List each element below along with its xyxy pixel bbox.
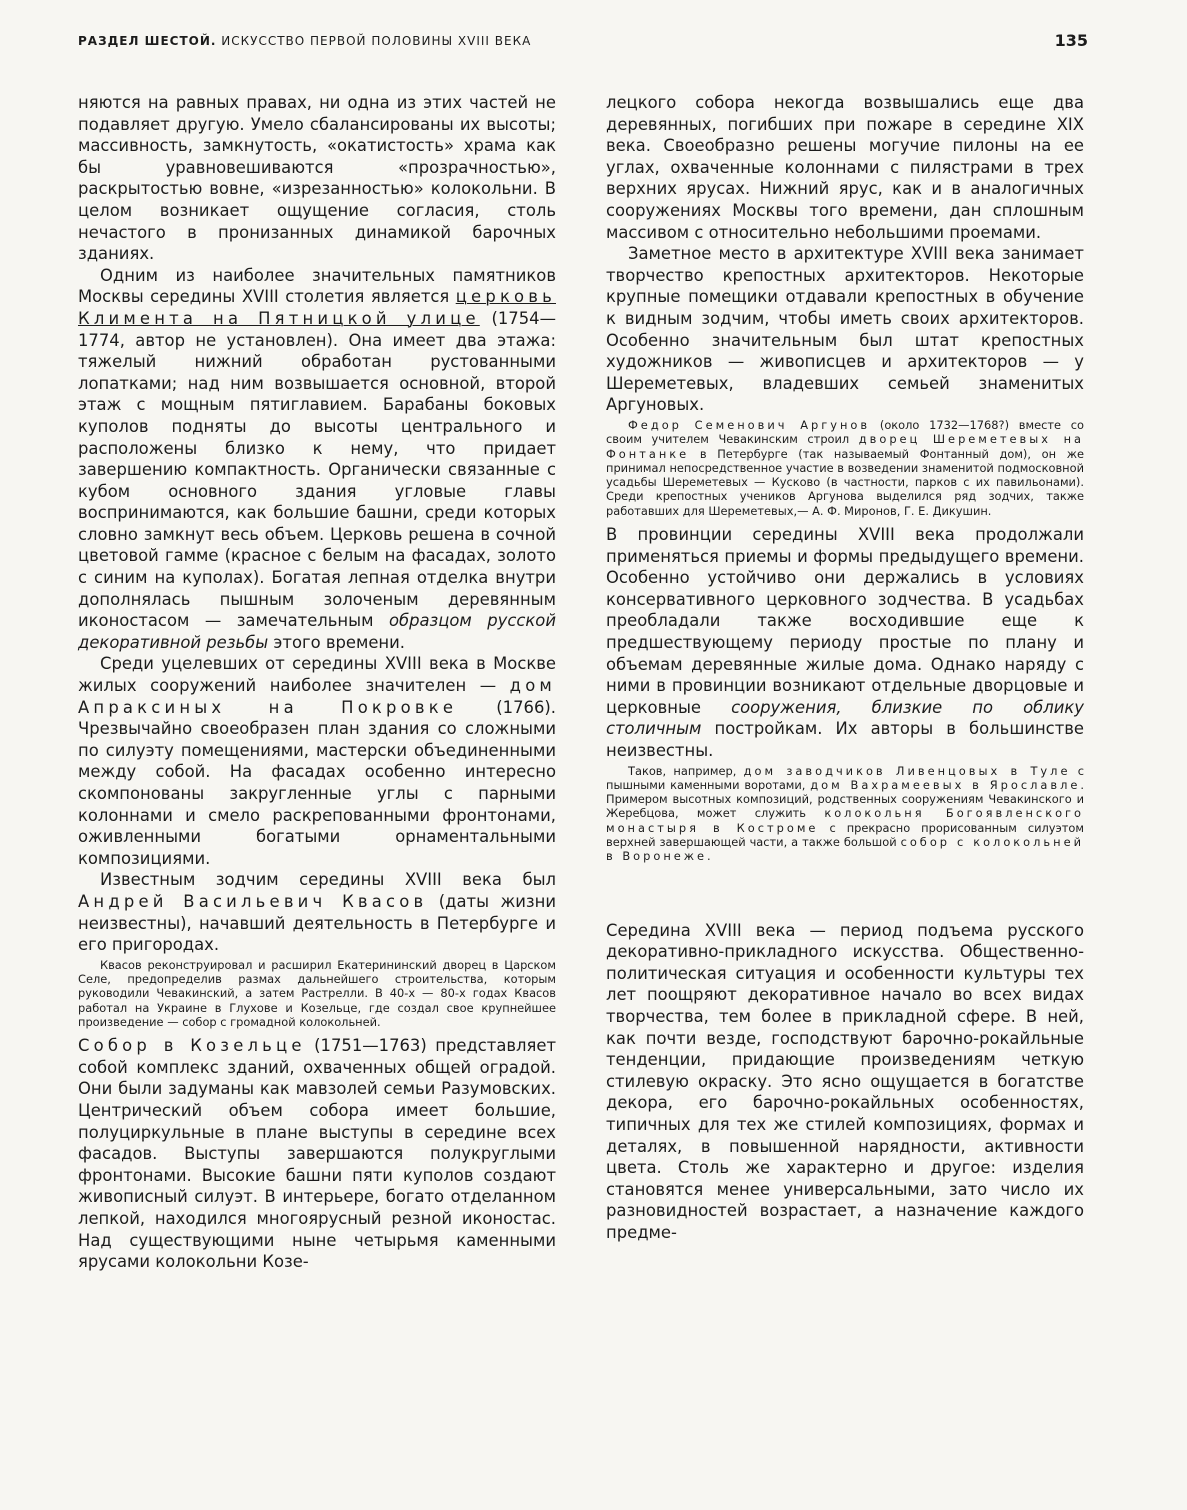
- paragraph: Известным зодчим середины XVIII века был Андрей Васильевич Квасов (даты жизни неизвестны), начавший деятельность в Петербурге и его пригородах.: [78, 870, 556, 955]
- page-number: 135: [1054, 31, 1088, 50]
- paragraph: Одним из наиболее значительных памятников Москвы середины XVIII столетия является церковь Климента на Пятницкой улице (1754—1774, автор не установлен). Она имеет два этажа: тяжелый нижний обработан рустованными лопатками; над ним возвышается основной, второй этаж с мощным пятиглавием. Барабаны боковых куполов подняты до высоты центрального и расположены близко к нему, что придает завершению компактность. Органически связанные с кубом основного здания угловые главы воспринимаются, как большие башни, среди которых словно замкнут весь объем. Церковь решена в сочной цветовой гамме (красное с белым на фасадах, золото с синим на куполах). Богатая лепная отделка внутри дополнялась пышным золоченым деревянным иконостасом — замечательным образцом русской декоративной резьбы этого времени.: [78, 265, 556, 652]
- italic-phrase: сооружения, близкие по облику столичным: [606, 697, 1085, 739]
- paragraph: Собор в Козельце (1751—1763) представляет собой комплекс зданий, охваченных общей оградой. Они были задуманы как мавзолей семьи Разумовских. Центрический объем собора имеет большие, полуциркульные в плане выступы в середине всех фасадов. Выступы завершаются полукруглыми фронтонами. Высокие башни пяти куполов создают живописный силуэт. В интерьере, богато отделанном лепкой, находился многоярусный резной иконостас. Над существующими ныне четырьмя каменными ярусами колокольни Козе-: [78, 1036, 556, 1272]
- emphasized-term: Федор Семенович Аргунов: [628, 417, 871, 432]
- running-header: [78, 31, 1088, 56]
- small-print-note: Таков, например, дом заводчиков Ливенцовых в Туле с пышными каменными воротами, дом Вахрамеевых в Ярославле. Примером высотных композиций, родственных сооружениям Чевакинского и Жеребцова, может служить колокольня Богоявленского монастыря в Костроме с прекрасно прорисованным силуэтом верхней завершающей части, а также большой собор с колокольней в Воронеже.: [606, 763, 1085, 864]
- section-label: РАЗДЕЛ ШЕСТОЙ.: [78, 34, 217, 48]
- chapter-title: ИСКУССТВО ПЕРВОЙ ПОЛОВИНЫ XVIII ВЕКА: [216, 34, 532, 48]
- section-break: [606, 870, 1084, 920]
- small-print-note: Федор Семенович Аргунов (около 1732—1768?) вместе со своим учителем Чевакинским строил дворец Шереметевых на Фонтанке в Петербурге (так называемый Фонтанный дом), он же принимал непосредственное участие в возведении знаменитой подмосковной усадьбы Шереметевых — Кусково (в частности, парков с их павильонами). Среди крепостных учеников Аргунова выделился ряд зодчих, также работавших для Шереметевых,— А. Ф. Миронов, Г. Е. Дикушин.: [606, 417, 1084, 518]
- left-column: [78, 92, 556, 1273]
- emphasized-term: колокольня Богоявленского монастыря в Костроме: [606, 806, 1084, 835]
- paragraph: лецкого собора некогда возвышались еще два деревянных, погибших при пожаре в середине XIX века. Своеобразно решены могучие пилоны на ее углах, охваченные колоннами с пилястрами в трех верхних ярусах. Нижний ярус, как и в аналогичных сооружениях Москвы того времени, дан сплошным массивом с относительно небольшими проемами.: [606, 93, 1084, 242]
- italic-phrase: образцом русской декоративной резьбы: [78, 611, 556, 652]
- emphasized-term: дом Вахрамеевых в Ярославле: [810, 777, 1081, 792]
- emphasized-term: дворец Шереметевых на Фонтанке: [606, 432, 1084, 461]
- paragraph: няются на равных правах, ни одна из этих частей не подавляет другую. Умело сбалансированы их высоты; массивность, замкнутость, «окатистость» храма как бы уравновешиваются «прозрачностью», раскрытостью вовне, «изрезанностью» колокольни. В целом возникает ощущение согласия, столь нечастого в пронизанных динамикой барочных зданиях.: [78, 93, 556, 264]
- paragraph: Заметное место в архитектуре XVIII века занимает творчество крепостных архитекторов. Некоторые крупные помещики отдавали крепостных в обучение к видным зодчим, чтобы иметь своих архитекторов. Особенно значительным был штат крепостных художников — живописцев и архитекторов — у Шереметевых, владевших семьей знаменитых Аргуновых.: [606, 244, 1084, 415]
- right-column: [606, 92, 1084, 1244]
- emphasized-term: собор с колокольней в Воронеже: [606, 835, 1084, 864]
- emphasized-term: церковь Климента на Пятницкой улице: [78, 287, 556, 328]
- small-print-note: Квасов реконструировал и расширил Екатерининский дворец в Царском Селе, предопределив размах дальнейшего строительства, которым руководили Чевакинский, а затем Растрелли. В 40-х — 80-х годах Квасов работал на Украине в Глухове и Козельце, где создал свое крупнейшее произведение — собор с громадной колокольней.: [78, 957, 556, 1029]
- paragraph: В провинции середины XVIII века продолжали применяться приемы и формы предыдущего времени. Особенно устойчиво они держались в условиях консервативного церковного зодчества. В усадьбах преобладали также восходившие еще к предшествующему периоду простые по плану и объемам деревянные жилые дома. Однако наряду с ними в провинции возникают отдельные дворцовые и церковные сооружения, близкие по облику столичным постройкам. Их авторы в большинстве неизвестны.: [606, 524, 1085, 760]
- paragraph: Среди уцелевших от середины XVIII века в Москве жилых сооружений наиболее значителен — дом Апраксиных на Покровке (1766). Чрезвычайно своеобразен план здания со сложными по силуэту помещениями, мастерски объединенными между собой. На фасадах особенно интересно скомпонованы закругленные углы с парными колоннами и смело раскрепованными фронтонами, оживленными богатыми орнаментальными композициями.: [78, 654, 556, 868]
- emphasized-term: Собор в Козельце: [78, 1036, 306, 1056]
- paragraph: Середина XVIII века — период подъема русского декоративно-прикладного искусства. Общественно-политическая ситуация и особенности культуры тех лет поощряют декоративное начало во всех видах творчества, тем более в прикладной сфере. В ней, как почти везде, господствуют барочно-рокайльные тенденции, придающие произведениям четкую стилевую окраску. Это ясно ощущается в богатстве декора, его барочно-рокайльных особенностях, типичных для тех же стилей композициях, формах и деталях, в повышенной нарядности, активности цвета. Столь же характерно и другое: изделия становятся менее универсальными, зато число их разновидностей возрастает, а назначение каждого предме-: [606, 920, 1084, 1242]
- emphasized-term: Андрей Васильевич Квасов: [78, 891, 428, 911]
- emphasized-term: дом заводчиков Ливенцовых в Туле: [743, 763, 1071, 778]
- emphasized-term: дом Апраксиных на Покровке: [78, 676, 556, 717]
